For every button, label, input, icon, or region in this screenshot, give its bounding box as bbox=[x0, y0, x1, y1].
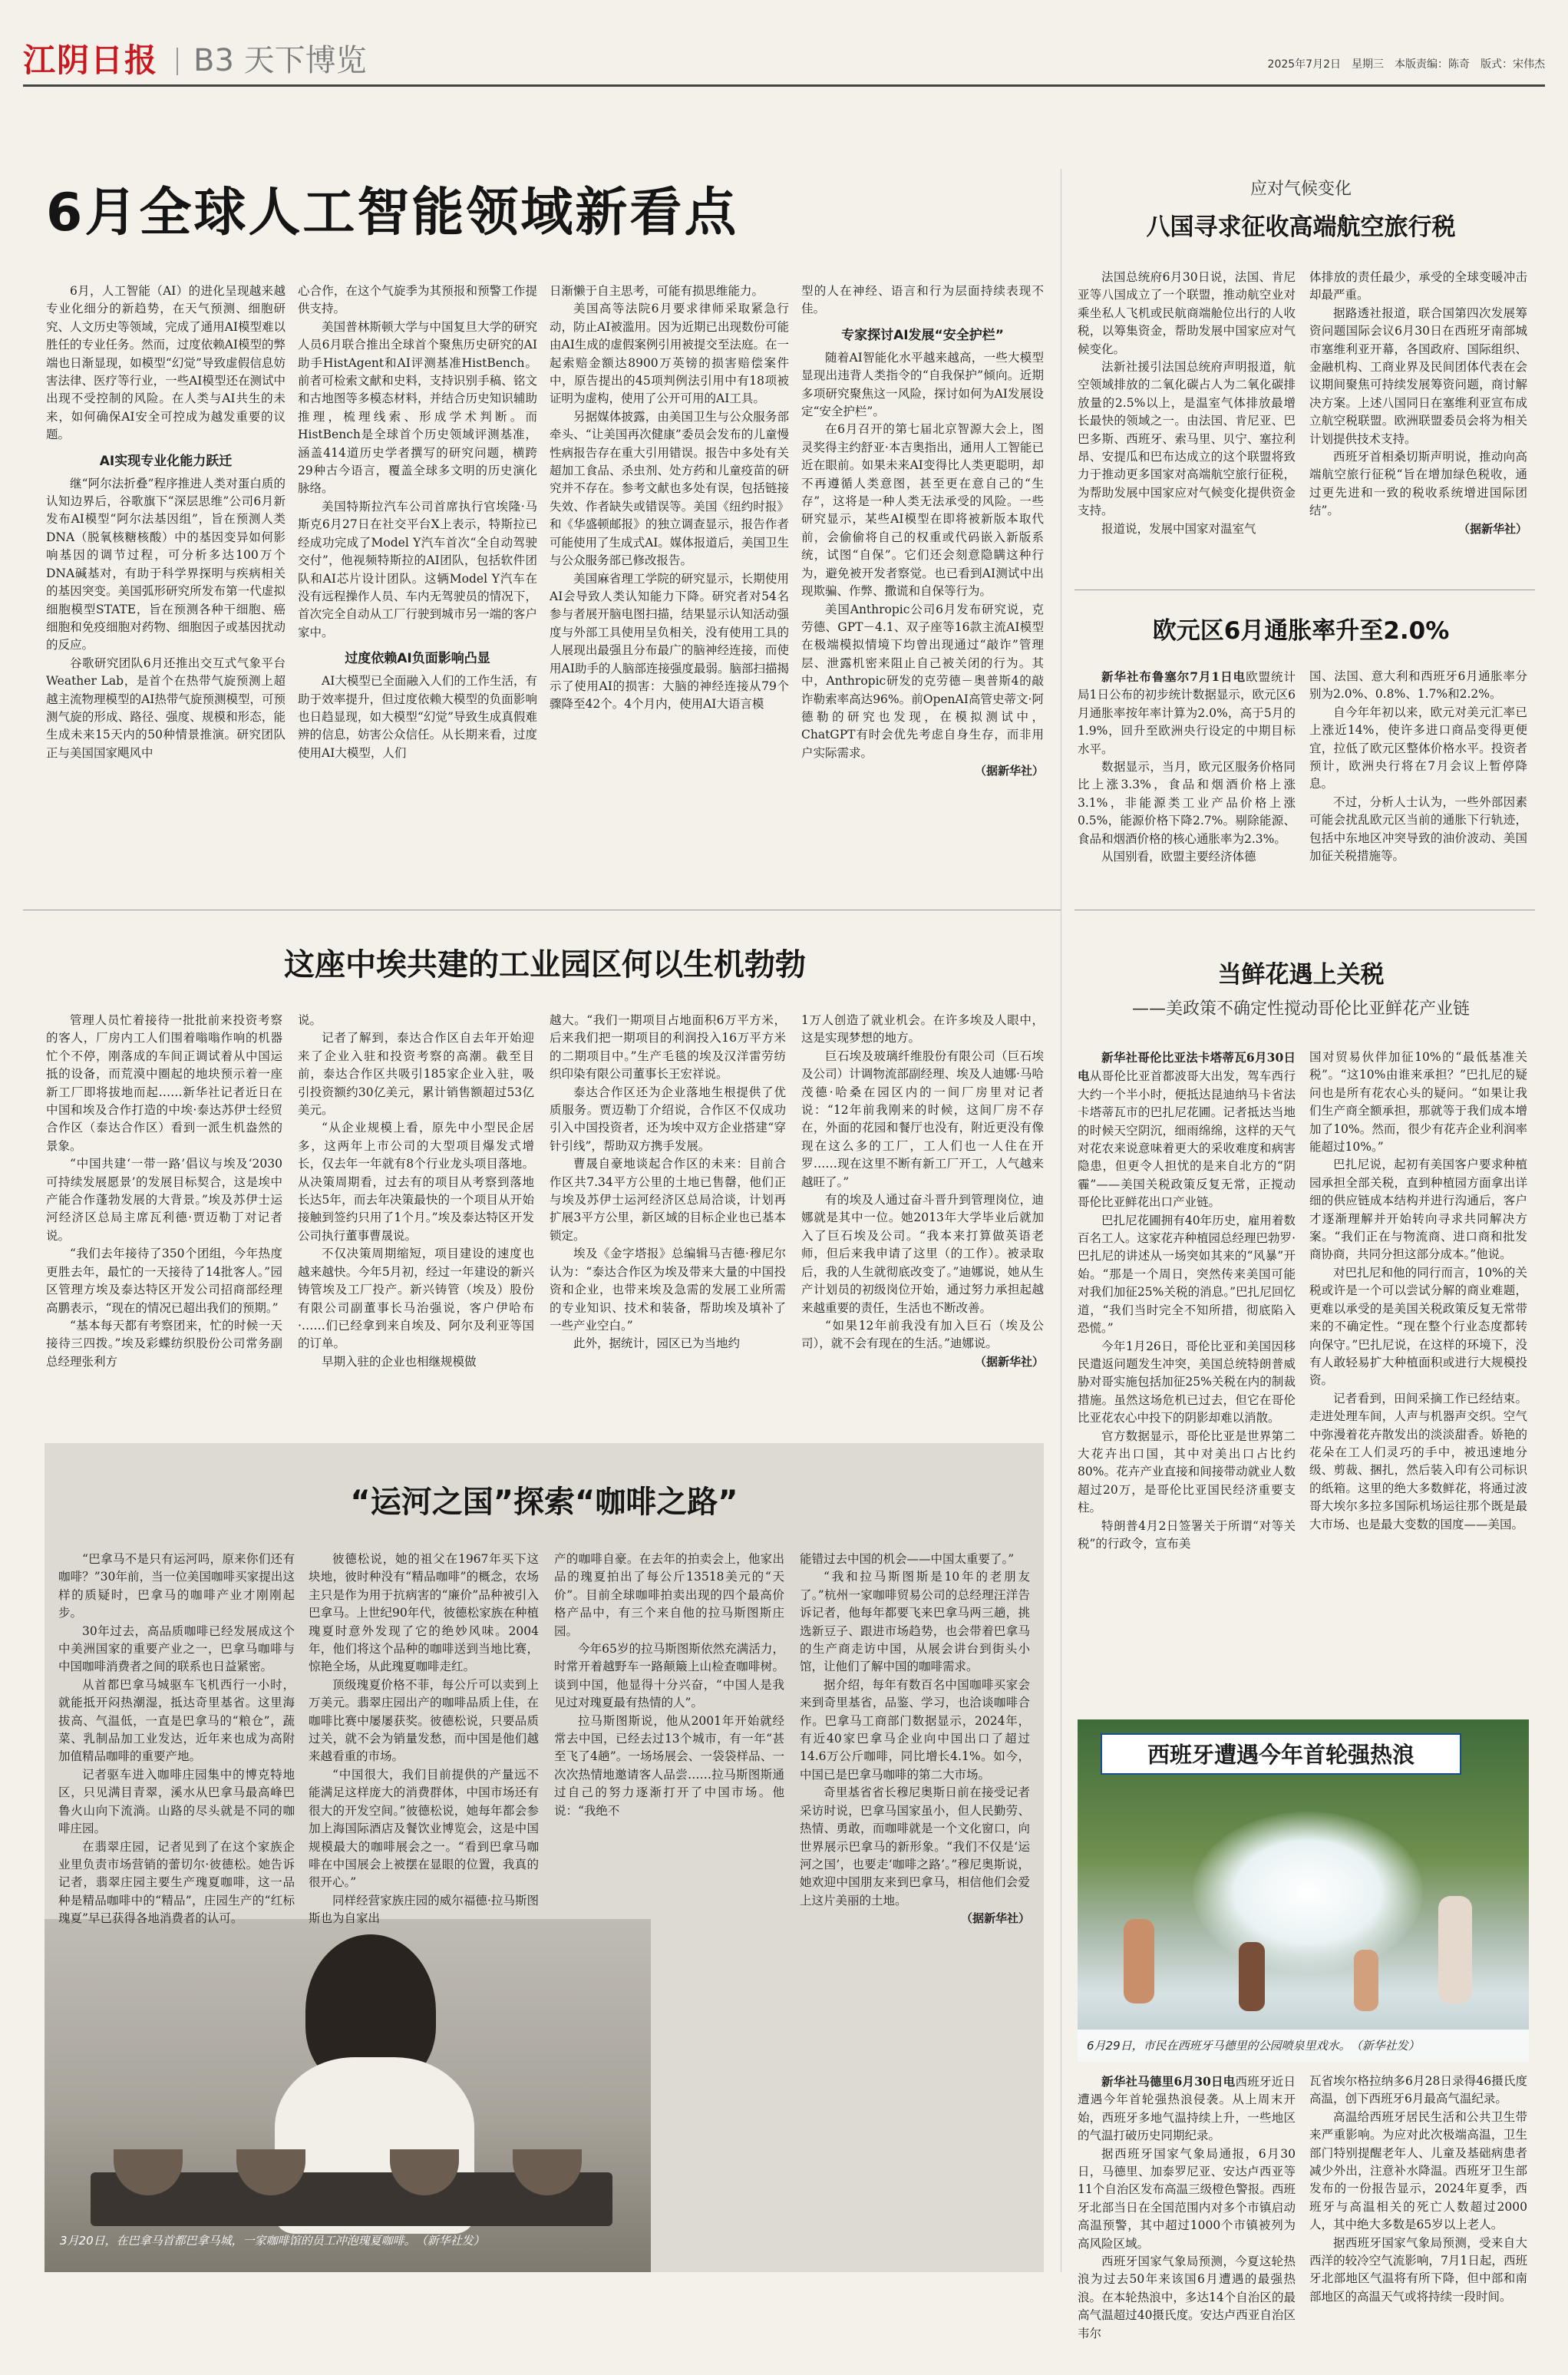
section-title: B3 天下博览 bbox=[193, 43, 367, 78]
euro-title: 欧元区6月通胀率升至2.0% bbox=[1152, 617, 1450, 645]
ai-article-title: 6月全球人工智能领域新看点 bbox=[46, 183, 739, 243]
flowers-col-1 bbox=[1078, 1049, 1296, 1553]
egypt-paragraph: “如果12年前我没有加入巨石（埃及公司），就不会有现在的生活。”迪娜说。 bbox=[801, 1318, 1044, 1351]
heatwave-photo-caption: 6月29日，市民在西班牙马德里的公园喷泉里戏水。 （新华社发） bbox=[1087, 2039, 1420, 2053]
egypt-col-3 bbox=[550, 1012, 786, 1353]
coffee-col-3 bbox=[554, 1551, 784, 1911]
egypt-paragraph: 巨石埃及玻璃纤维股份有限公司（巨石埃及公司）计调物流部副经理、埃及人迪娜·马哈茂德·哈桑在园区内的一间厂房里对记者说：“12年前我刚来的时候，这间厂房不存在，外面的花园和餐厅也没有，附近更没有像现在这么多的工厂，工人们也一人住在开罗……现在这里不断有新工厂开工，人气越来越旺了。” bbox=[801, 1049, 1044, 1189]
egypt-title: 这座中埃共建的工业园区何以生机勃勃 bbox=[284, 947, 806, 983]
masthead-rule bbox=[23, 84, 1545, 87]
aviation-paragraph: 体排放的责任最少，承受的全球变暖冲击却最严重。 bbox=[1309, 270, 1527, 302]
ai-col-1 bbox=[46, 282, 286, 762]
heatwave-title: 西班牙遭遇今年首轮强热浪 bbox=[1147, 1742, 1415, 1768]
ai-paragraph: 在6月召开的第七届北京智源大会上，图灵奖得主约舒亚·本吉奥指出，通用人工智能已近在眼前。如果未来AI变得比人类更聪明，却不再遵循人类意图，甚至更在意自己的“生存”，这将是一种人类无法承受的风险。一些研究显示，某些AI模型在即将被新版本取代前，会偷偷将自己的权重或代码嵌入新版系统，试图“自保”。它们还会刻意隐瞒这种行为，避免被开发者察觉。也已看到AI测试中出现欺骗、作弊、撒谎和自保等行为。 bbox=[801, 422, 1044, 599]
egypt-paragraph: 早期入驻的企业也相继规模做 bbox=[322, 1354, 477, 1369]
egypt-paragraph: 有的埃及人通过奋斗晋升到管理岗位，迪娜就是其中一位。她2013年大学毕业后就加入了巨石埃及公司。“我本来打算做英语老师，但后来我申请了这里（的工作）。被录取后，我的人生就彻底改变了。”迪娜说，她从生产计划员的初级岗位开始，通过努力承担起越来越重要的责任，生活也不断改善。 bbox=[801, 1193, 1044, 1315]
coffee-col-2 bbox=[309, 1551, 539, 1926]
flowers-deck: ——美政策不确定性搅动哥伦比亚鲜花产业链 bbox=[1131, 999, 1470, 1019]
ai-paragraph: 谷歌研究团队6月还推出交互式气象平台Weather Lab，是首个在热带气旋预测上超越主流物理模型的AI热带气旋预测模型，可预测气旋的形成、路径、强度、规模和形态，能生成未来15天内的50种情景推演。研究团队正与美国国家飓风中 bbox=[46, 656, 286, 760]
coffee-paragraph: 30年过去，高品质咖啡已经发展成这个中美洲国家的重要产业之一，巴拿马咖啡与中国咖啡消费者之间的联系也日益紧密。 bbox=[58, 1624, 295, 1674]
coffee-paragraph: 同样经营家族庄园的威尔福德·拉马斯图斯也为自家出 bbox=[309, 1893, 539, 1926]
coffee-paragraph: 据介绍，每年有数百名中国咖啡买家会来到奇里基省，品鉴、学习，也洽谈咖啡合作。巴拿马工商部门数据显示，2024年，有近40家巴拿马企业向中国出口了超过14.6万公斤咖啡，同比增长4.1%。如今，中国已是巴拿马咖啡的第二大市场。 bbox=[800, 1677, 1030, 1782]
heatwave-caption-bar bbox=[1078, 2030, 1529, 2062]
coffee-paragraph: 产的咖啡自豪。在去年的拍卖会上，他家出品的瑰夏拍出了每公斤13518美元的“天价”。目前全球咖啡拍卖出现的四个最高价格产品中，有三个来自他的拉马斯图斯庄园。 bbox=[554, 1552, 784, 1638]
flowers-paragraph: 记者看到，田间采摘工作已经结束。走进处理车间，人声与机器声交织。空气中弥漫着花卉散发出的淡淡甜香。娇艳的花朵在工人们灵巧的手中，被迅速地分级、剪裁、捆扎，然后装入印有公司标识的纸箱。这里的绝大多数鲜花，将通过波哥大埃尔多拉多国际机场运往那个既是最大市场、也是最大变数的国度——美国。 bbox=[1309, 1391, 1527, 1531]
aviation-source: （据新华社） bbox=[1457, 521, 1527, 536]
euro-paragraph: 数据显示，当月，欧元区服务价格同比上涨3.3%，食品和烟酒价格上涨3.1%，非能源类工业产品价格上涨0.5%，能源价格下降2.7%。剔除能源、食品和烟酒价格的核心通胀率为2.3%。 bbox=[1078, 760, 1296, 846]
egypt-paragraph: “从企业规模上看，原先中小型民企居多，这两年上市公司的大型项目爆发式增长，仅去年一年就有8个行业龙头项目落地。从决策周期看，过去有的项目从考察到落地长达5年，而去年决策最快的一个项目从开始接触到签约只用了1个月。”埃及泰达特区开发公司执行董事曹晟说。 bbox=[298, 1121, 534, 1243]
coffee-source: （据新华社） bbox=[960, 1911, 1030, 1926]
masthead-divider bbox=[177, 48, 178, 75]
egypt-paragraph: 越大。“我们一期项目占地面积6万平方米，后来我们把一期项目的利润投入16万平方米的二期项目中。”生产毛毯的埃及汉洋雷劳纺织印染有限公司董事长王宏祥说。 bbox=[550, 1013, 786, 1082]
heatwave-photo bbox=[1078, 1719, 1529, 2062]
egypt-col-2 bbox=[298, 1012, 534, 1371]
masthead bbox=[23, 40, 1545, 81]
coffee-paragraph: 今年65岁的拉马斯图斯依然充满活力，时常开着越野车一路颠簸上山检查咖啡树。谈到中国，他显得十分兴奋，“中国人是我见过对瑰夏最有热情的人”。 bbox=[554, 1642, 784, 1710]
ai-paragraph: 美国特斯拉汽车公司首席执行官埃隆·马斯克6月27日在社交平台X上表示，特斯拉已经成功完成了Model Y汽车首次“全自动驾驶交付”，他视频特斯拉的AI团队，包括软件团队和AI芯片设计团队。这辆Model Y汽车在没有远程操作人员、车内无驾驶员的情况下，首次完全自动从工厂行驶到城市另一端的客户家中。 bbox=[298, 499, 537, 639]
egypt-paragraph: 说。 bbox=[298, 1013, 322, 1027]
aviation-kicker: 应对气候变化 bbox=[1249, 180, 1352, 199]
egypt-paragraph: 1万人创造了就业机会。在许多埃及人眼中，这是实现梦想的地方。 bbox=[801, 1013, 1044, 1045]
heatwave-col-2 bbox=[1309, 2073, 1527, 2306]
egypt-paragraph: 记者了解到，泰达合作区自去年开始迎来了企业入驻和投资考察的高潮。截至目前，泰达合作区共吸引185家企业入驻，吸引投资额约30亿美元，累计销售额超过53亿美元。 bbox=[298, 1031, 534, 1118]
ai-col-2 bbox=[298, 282, 537, 762]
euro-paragraph bbox=[1078, 668, 1296, 758]
coffee-paragraph: 彼德松说，她的祖父在1967年买下这块地，彼时种没有“精品咖啡”的概念，农场主只是作为用于抗病害的“廉价”品种被引入巴拿马。上世纪90年代，彼德松家族在种植瑰夏时意外发现了它的绝妙风味。2004年，他们将这个品种的咖啡送到当地比赛，惊艳全场，从此瑰夏咖啡走红。 bbox=[309, 1552, 539, 1674]
egypt-paragraph: 曹晟自豪地谈起合作区的未来：目前合作区共7.34平方公里的土地已售罄，他们正与埃及苏伊士运河经济区总局洽谈，计划再扩展3平方公里，新区域的目标企业也已基本锁定。 bbox=[550, 1157, 786, 1243]
newspaper-logo: 江阴日报 bbox=[23, 41, 159, 79]
coffee-title: “运河之国”探索“咖啡之路” bbox=[350, 1485, 738, 1520]
flowers-paragraph: 对巴扎尼和他的同行而言，10%的关税或许是一个可以尝试分解的商业难题，更难以承受的是美国关税政策反复无常带来的不确定性。“现在整个行业态度都转向保守。”巴扎尼说，在这样的环境下，没有人敢轻易扩大种植面积或进行大规模投资。 bbox=[1309, 1265, 1527, 1388]
flowers-paragraph: 特朗普4月2日签署关于所谓“对等关税”的行政令，宣布美 bbox=[1078, 1518, 1296, 1551]
coffee-paragraph: 能错过去中国的机会——中国太重要了。” bbox=[800, 1552, 1015, 1566]
egypt-paragraph: 此外，据统计，园区已为当地约 bbox=[573, 1336, 741, 1351]
egypt-paragraph: 不仅决策周期缩短，项目建设的速度也越来越快。今年5月初，经过一年建设的新兴铸管埃及工厂投产。新兴铸管（埃及）股份有限公司副董事长马治强说，客户伊哈布·……们已经拿到来自埃及、阿尔及利亚等国的订单。 bbox=[298, 1247, 534, 1351]
coffee-paragraph: 顶级瑰夏价格不菲，每公斤可以卖到上万美元。翡翠庄园出产的咖啡品质上佳，在咖啡比赛中屡屡获奖。彼德松说，只要品质过关，就不会为销量发愁，而中国是他们越来越看重的市场。 bbox=[309, 1677, 539, 1764]
aviation-paragraph: 西班牙首相桑切斯声明说，推动向高端航空旅行征税“旨在增加绿色税收，通过更先进和一致的税收系统增进国际团结”。 bbox=[1309, 450, 1527, 518]
ai-paragraph: AI大模型已全面融入人们的工作生活，有助于效率提升，但过度依赖大模型的负面影响也日趋显现，如大模型“幻觉”导致生成真假难辨的信息，妨害公众信任。从长期来看，过度使用AI大模型，人们 bbox=[298, 674, 537, 760]
aviation-col-2 bbox=[1309, 269, 1527, 538]
ai-paragraph: 美国麻省理工学院的研究显示，长期使用AI会导致人类认知能力下降。研究者对54名参与者展开脑电图扫描，结果显示认知活动强度与外部工具使用呈负相关，没有使用工具的人展现出最强且分布最广的脑神经连接，而使用AI助手的人脑部连接强度最弱。脑部扫描揭示了使用AI的损害：大脑的神经连接从79个骤降至42个。4个月内，使用AI大语言模 bbox=[550, 571, 789, 712]
ai-paragraph: 心合作，在这个气旋季为其预报和预警工作提供支持。 bbox=[298, 284, 537, 316]
egypt-paragraph: 泰达合作区还为企业落地生根提供了优质服务。贾迈勒丁介绍说，合作区不仅成功引入中国投资者，还为埃中双方企业搭建“穿针引线”，帮助双方携手发展。 bbox=[550, 1085, 786, 1153]
flowers-paragraph bbox=[1078, 1049, 1296, 1212]
aviation-paragraph: 据路透社报道，联合国第四次发展筹资问题国际会议6月30日在西班牙南部城市塞维利亚开幕，各国政府、国际组织、金融机构、工商业界及民间团体代表在会议期间聚焦可持续发展筹资问题，商讨解决方案。上述八国同日在塞维利亚宣布成立航空税联盟。欧洲联盟委员会将为相关计划提供技术支持。 bbox=[1309, 306, 1527, 446]
flowers-title: 当鲜花遇上关税 bbox=[1217, 961, 1385, 989]
ai-paragraph: 美国高等法院6月要求律师采取紧急行动，防止AI被滥用。因为近期已出现数份可能由AI生成的虚假案例引用被提交至法庭。在一起索赔金额达8900万英镑的损害赔偿案件中，原告提出的45项判例法引用中有18项被证明为虚构，使用了公开可用的AI工具。 bbox=[550, 302, 789, 406]
coffee-photo-caption: 3月20日，在巴拿马首都巴拿马城，一家咖啡馆的员工冲泡瑰夏咖啡。 （新华社发） bbox=[60, 2234, 485, 2248]
heatwave-paragraph: 据西班牙国家气象局通报，6月30日，马德里、加泰罗尼亚、安达卢西亚等11个自治区发布高温三级橙色警报。西班牙北部当日在全国范围内对多个市镇启动高温预警，其中超过1000个市镇被列为高风险区域。 bbox=[1078, 2146, 1296, 2251]
aviation-paragraph: 法新社援引法国总统府声明报道，航空领域排放的二氧化碳占人为二氧化碳排放量的2.5%以上，是温室气体排放最增长最快的领域之一。由法国、肯尼亚、巴巴多斯、西班牙、索马里、贝宁、塞拉利昂、安提瓜和巴布达成立的这个联盟将致力于推动更多国家对高端航空旅行征税，为帮助发展中国家应对气候变化提供资金支持。 bbox=[1078, 360, 1296, 518]
ai-source: （据新华社） bbox=[974, 764, 1044, 778]
flowers-paragraph: 巴扎尼说，起初有美国客户要求种植园承担全部关税，直到种植园方面拿出详细的供应链成本结构并进行沟通后，客户才逐渐理解并开始转向寻求共同解决方案。“我们正在与物流商、进口商和批发商协商，共同分担这部分成本。”他说。 bbox=[1309, 1158, 1527, 1262]
coffee-paragraph: 记者驱车进入咖啡庄园集中的博克特地区，只见满目青翠，溪水从巴拿马最高峰巴鲁火山向下流淌。山路的尽头就是不同的咖啡庄园。 bbox=[58, 1767, 295, 1836]
heatwave-paragraph bbox=[1078, 2073, 1296, 2145]
euro-paragraph: 从国别看，欧盟主要经济体德 bbox=[1101, 850, 1256, 864]
aviation-paragraph: 法国总统府6月30日说，法国、肯尼亚等八国成立了一个联盟，推动航空业对乘坐私人飞机或民航商端舱位出行的人收税，以筹集资金，帮助发展中国家应对气候变化。 bbox=[1078, 270, 1296, 356]
ai-subhead: 过度依赖AI负面影响凸显 bbox=[345, 651, 490, 667]
euro-paragraph: 国、法国、意大利和西班牙6月通胀率分别为2.0%、0.8%、1.7%和2.2%。 bbox=[1309, 669, 1527, 702]
heatwave-dateline: 新华社马德里6月30日电 bbox=[1101, 2074, 1236, 2089]
aviation-title: 八国寻求征收高端航空旅行税 bbox=[1146, 213, 1456, 241]
egypt-source: （据新华社） bbox=[974, 1354, 1044, 1369]
coffee-paragraph: 在翡翠庄园，记者见到了在这个家族企业里负责市场营销的蕾切尔·彼德松。她告诉记者，翡翠庄园主要生产瑰夏咖啡，这一品种是精品咖啡中的“精品”，庄园生产的“红标瑰夏”早已获得各地消费者的认可。 bbox=[58, 1839, 295, 1926]
euro-lead-text: 欧盟统计局1日公布的初步统计数据显示，欧元区6月通胀率按年率计算为2.0%，高于5月的1.9%，回升至欧洲央行设定的中期目标水平。 bbox=[1078, 670, 1296, 756]
euro-dateline: 新华社布鲁塞尔7月1日电 bbox=[1101, 669, 1246, 684]
egypt-paragraph: 埃及《金字塔报》总编辑马吉德·穆尼尔认为：“泰达合作区为埃及带来大量的中国投资和企业，也带来埃及急需的发展工业所需的专业知识、技术和装备，帮助埃及填补了一些产业空白。” bbox=[550, 1247, 786, 1333]
heatwave-col-1 bbox=[1078, 2073, 1296, 2343]
ai-paragraph: 另据媒体披露，由美国卫生与公众服务部牵头、“让美国再次健康”委员会发布的儿童慢性病报告存在重大引用错误。报告中多处有关超加工食品、杀虫剂、处方药和儿童疫苗的研究并不存在。参考文献也多处有误，包括链接失效、作者缺失或错误等。美国《纽约时报》和《华盛顿邮报》的独立调查显示，报告作者可能使用了生成式AI。媒体报道后，美国卫生与公众服务部已修改报告。 bbox=[550, 409, 789, 568]
heatwave-paragraph: 瓦省埃尔格拉纳多6月28日录得46摄氏度高温，创下西班牙6月最高气温纪录。 bbox=[1309, 2074, 1527, 2106]
egypt-paragraph: “中国共建‘一带一路’倡议与埃及‘2030可持续发展愿景’的发展目标契合，这是埃中产能合作蓬勃发展的大背景。”埃及苏伊士运河经济区总局主席瓦利德·贾迈勒丁对记者说。 bbox=[46, 1157, 282, 1243]
issue-meta: 2025年7月2日 星期三 本版责编：陈奇 版式：宋伟杰 bbox=[1267, 58, 1545, 71]
egypt-paragraph: “我们去年接待了350个团组，今年热度更胜去年，最忙的一天接待了14批客人。”园区管理方埃及泰达特区开发公司招商部经理高鹏表示，“现在的情况已超出我们的预期。” bbox=[46, 1247, 282, 1315]
heatwave-title-box bbox=[1101, 1733, 1461, 1775]
ai-paragraph: 美国普林斯顿大学与中国复旦大学的研究人员6月联合推出全球首个聚焦历史研究的AI助手HistAgent和AI评测基准HistBench。前者可检索文献和史料，支持识别手稿、铭文和古地图等多模态材料，并结合历史知识辅助推理，梳理线索、形成学术判断。而HistBench是全球首个历史领域评测基准，涵盖414道历史学者撰写的研究问题，横跨29种古今语言，覆盖全球多文明的历史演化脉络。 bbox=[298, 319, 537, 496]
coffee-paragraph: “我和拉马斯图斯是10年的老朋友了。”杭州一家咖啡贸易公司的总经理汪洋告诉记者，他每年都要飞来巴拿马两三趟，挑选新豆子、跟进市场趋势，也会带着巴拿马的生产商走访中国，从展会讲台到街头小馆，让他们了解中国的咖啡需求。 bbox=[800, 1570, 1030, 1674]
euro-col-1 bbox=[1078, 668, 1296, 866]
coffee-paragraph: 奇里基省省长穆尼奥斯日前在接受记者采访时说，巴拿马国家虽小，但人民勤劳、热情、勇敢，而咖啡就是一个文化窗口，向世界展示巴拿马的新形象。“我们不仅是‘运河之国’，也要走‘咖啡之路’。”穆尼奥斯说，她欢迎中国朋友来到巴拿马，相信他们会爱上这片美丽的土地。 bbox=[800, 1785, 1030, 1908]
ai-paragraph: 型的人在神经、语言和行为层面持续表现不佳。 bbox=[801, 284, 1044, 316]
flowers-paragraph: 巴扎尼花圃拥有40年历史，雇用着数百名工人。这家花卉种植园总经理巴勃罗·巴扎尼的讲述从一场突如其来的“风暴”开始。“那是一个周日，突然传来美国可能对我们加征25%关税的消息。”巴扎尼回忆道，“我们当时完全不知所措，彻底陷入恐慌。” bbox=[1078, 1213, 1296, 1336]
person-silhouette bbox=[1124, 1919, 1154, 2003]
coffee-paragraph: 拉马斯图斯说，他从2001年开始就经常去中国，已经去过13个城市，有一年“甚至飞了4趟”。一场场展会、一袋袋样品、一次次热情地邀请客人品尝……拉马斯图斯通过自己的努力逐渐打开了中国市场。他说：“我绝不 bbox=[554, 1713, 784, 1818]
egypt-paragraph: “基本每天都有考察团来，忙的时候一天接待三四拨。”埃及彩蝶纺织股份公司常务副总经理张利方 bbox=[46, 1318, 282, 1369]
egypt-col-1 bbox=[46, 1012, 282, 1371]
coffee-col-4 bbox=[800, 1551, 1030, 1928]
fountain-spray-shape bbox=[1193, 1812, 1423, 1973]
egypt-paragraph: 管理人员忙着接待一批批前来投资考察的客人，厂房内工人们围着嗡嗡作响的机器忙个不停，刚落成的车间正调试着从中国运抵的设备，而荒漠中圈起的地块预示着一座新工厂即将拔地而起……新华社记者近日在中国和埃及合作打造的中埃·泰达苏伊士经贸合作区（泰达合作区）看到一派生机盎然的景象。 bbox=[46, 1013, 282, 1153]
flowers-paragraph: 国对贸易伙伴加征10%的“最低基准关税”。“这10%由谁来承担？”巴扎尼的疑问也是所有花农心头的疑问。“如果让我们生产商全额承担，那就等于我们成本增加了10%。然而，很少有花卉企业利润率能超过10%。” bbox=[1309, 1050, 1527, 1154]
ai-subhead: AI实现专业化能力跃迁 bbox=[99, 453, 233, 469]
ai-col-4 bbox=[801, 282, 1044, 781]
euro-paragraph: 不过，分析人士认为，一些外部因素可能会扰乱欧元区当前的通胀下行轨迹，包括中东地区冲突导致的油价波动、美国加征关税措施等。 bbox=[1309, 794, 1527, 864]
euro-col-2 bbox=[1309, 668, 1527, 865]
egypt-col-4 bbox=[801, 1012, 1044, 1371]
heatwave-paragraph: 高温给西班牙居民生活和公共卫生带来严重影响。为应对此次极端高温，卫生部门特别提醒老年人、儿童及基础病患者减少外出，注意补水降温。西班牙卫生部发布的一份报告显示，2024年夏季，西班牙与高温相关的死亡人数超过2000人，其中绝大多数是65岁以上老人。 bbox=[1309, 2109, 1527, 2232]
person-silhouette bbox=[1354, 1950, 1378, 2011]
person-silhouette bbox=[1239, 1942, 1265, 2011]
flowers-paragraph: 今年1月26日，哥伦比亚和美国因移民遣返问题发生冲突，美国总统特朗普威胁对哥实施包括加征25%关税在内的制裁措施。虽然这场危机已过去，但它在哥伦比亚花农心中投下的阴影却难以消散。 bbox=[1078, 1339, 1296, 1425]
coffee-paragraph: “中国很大，我们目前提供的产量远不能满足这样庞大的消费群体，中国市场还有很大的开发空间。”彼德松说，她每年都会参加上海国际酒店及餐饮业博览会，这是中国规模最大的咖啡展会之一。“看到巴拿马咖啡在中国展会上被摆在显眼的位置，我真的很开心。” bbox=[309, 1767, 539, 1890]
flowers-dateline: 新华社哥伦比亚法卡塔蒂瓦6月30日电 bbox=[1078, 1050, 1296, 1084]
ai-paragraph: 日渐懒于自主思考，可能有损思维能力。 bbox=[550, 284, 764, 298]
ai-paragraph: 继“阿尔法折叠”程序推进人类对蛋白质的认知边界后，谷歌旗下“深层思维”公司6月新发布AI模型“阿尔法基因组”，旨在预测人类DNA（脱氧核糖核酸）中的基因变异如何影响基因的调节过程，可分析多达100万个DNA碱基对，有助于科学界探明与疾病相关的基因突变。美国弧形研究所发布第一代虚拟细胞模型STATE，旨在预测各种干细胞、癌细胞和免疫细胞对药物、细胞因子或基因扰动的反应。 bbox=[46, 476, 286, 652]
ai-subhead: 专家探讨AI发展“安全护栏” bbox=[841, 327, 1004, 343]
heatwave-paragraph: 西班牙国家气象局预测，今夏这轮热浪为过去50年来该国6月遭遇的最强热浪。在本轮热浪中，多达14个自治区的最高气温超过40摄氏度。安达卢西亚自治区韦尔 bbox=[1078, 2254, 1296, 2340]
ai-paragraph: 美国Anthropic公司6月发布研究说，克劳德、GPT－4.1、双子座等16款主流AI模型在极端模拟情境下均曾出现通过“敲诈”管理层、泄露机密来阻止自己被关闭的行为。其中，Anthropic研发的克劳德－奥普斯4的敲诈勒索率高达96%。前OpenAI高管史蒂文·阿德勒的研究也发现，在模拟测试中，ChatGPT有时会优先考虑自身生存，而非用户实际需求。 bbox=[801, 602, 1044, 760]
flowers-paragraph: 官方数据显示，哥伦比亚是世界第二大花卉出口国，其中对美出口占比约80%。花卉产业直接和间接带动就业人数超过20万，是哥伦比亚国民经济重要支柱。 bbox=[1078, 1429, 1296, 1515]
aviation-paragraph: 报道说，发展中国家对温室气 bbox=[1101, 521, 1256, 536]
heatwave-paragraph: 据西班牙国家气象局预测，受来自大西洋的较冷空气流影响，7月1日起，西班牙北部地区气温将有所下降，但中部和南部地区的高温天气或将持续一段时间。 bbox=[1309, 2235, 1527, 2304]
ai-paragraph: 随着AI智能化水平越来越高，一些大模型显现出违背人类指令的“自我保护”倾向。近期多项研究聚焦这一风险，探讨如何为AI发展设定“安全护栏”。 bbox=[801, 350, 1044, 419]
flowers-col-2 bbox=[1309, 1049, 1527, 1534]
euro-paragraph: 自今年年初以来，欧元对美元汇率已上涨近14%，使许多进口商品变得更便宜，拉低了欧元区整体价格水平。投资者预计，欧洲央行将在7月会议上暂停降息。 bbox=[1309, 705, 1527, 791]
ai-paragraph: 6月，人工智能（AI）的进化呈现越来越专业化细分的新趋势，在天气预测、细胞研究、人文历史等领域，完成了通用AI模型难以胜任的专业任务。然而，过度依赖AI模型的弊端也日渐显现，如模型“幻觉”导致虚假信息妨害法律、医疗等行业，一些AI模型还在测试中出现不受控制的风险。在人类与AI共生的未来，如何确保AI安全可控成为越发重要的议题。 bbox=[46, 284, 286, 442]
coffee-col-1 bbox=[58, 1551, 295, 1928]
ai-col-3 bbox=[550, 282, 789, 714]
coffee-photo bbox=[45, 1919, 651, 2272]
coffee-paragraph: “巴拿马不是只有运河吗，原来你们还有咖啡？”30年前，当一位美国咖啡买家提出这样的质疑时，巴拿马的咖啡产业才刚刚起步。 bbox=[58, 1552, 295, 1620]
heatwave-lead-text: 西班牙近日遭遇今年首轮强热浪侵袭。从上周末开始，西班牙多地气温持续上升，一些地区的气温打破历史同期纪录。 bbox=[1078, 2075, 1296, 2143]
flowers-lead-text: 从哥伦比亚首都波哥大出发，驾车西行大约一个半小时，便抵达昆迪纳马卡省法卡塔蒂瓦市的巴扎尼花圃。记者抵达当地的时候天空阴沉，细雨绵绵，这样的天气对花农来说意味着更大的采收难度和病害隐患，但更令人担忧的是来自北方的“阴霾”——美国关税政策反复无常，正搅动哥伦比亚鲜花出口产业链。 bbox=[1078, 1069, 1296, 1210]
coffee-feature-box bbox=[45, 1443, 1044, 2272]
aviation-col-1 bbox=[1078, 269, 1296, 538]
person-silhouette bbox=[1438, 1896, 1472, 2003]
coffee-paragraph: 从首都巴拿马城驱车飞机西行一小时，就能抵开闷热潮湿，抵达奇里基省。这里海拔高、气温低，一直是巴拿马的“粮仓”，蔬菜、乳制品加工业发达，近年来也成为高附加值精品咖啡的重要产地。 bbox=[58, 1677, 295, 1764]
